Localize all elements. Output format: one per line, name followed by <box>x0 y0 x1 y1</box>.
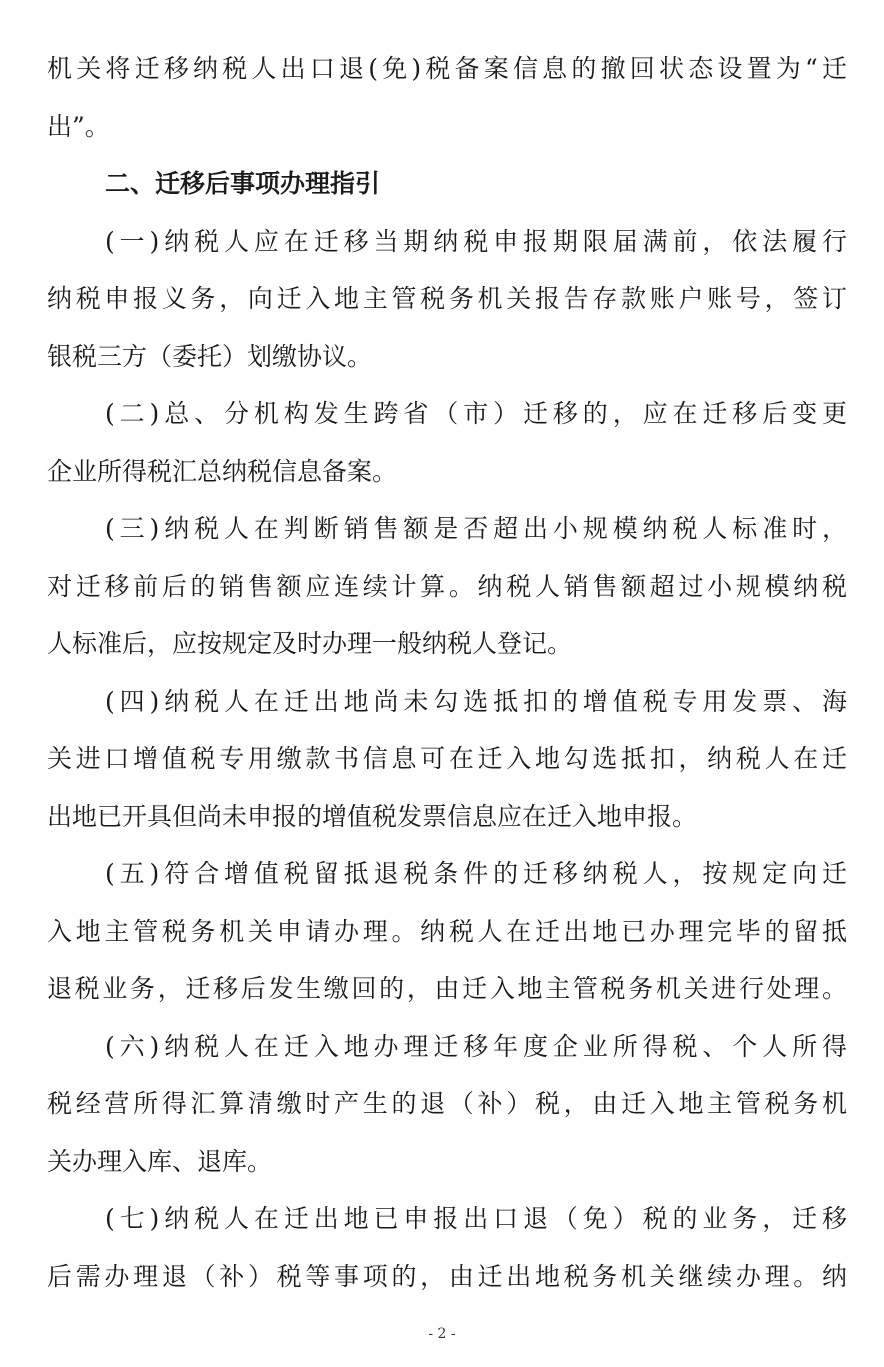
paragraph-4-line: 出地已开具但尚未申报的增值税发票信息应在迁入地申报。 <box>47 801 698 831</box>
text-line: 出”。 <box>47 111 110 141</box>
paragraph-5-line: 退税业务，迁移后发生缴回的，由迁入地主管税务机关进行处理。 <box>47 974 847 1003</box>
paragraph-6-line: 税经营所得汇算清缴时产生的退（补）税，由迁入地主管税务机 <box>47 1089 847 1118</box>
paragraph-1-line: 银税三方（委托）划缴协议。 <box>47 341 373 371</box>
paragraph-1-line: 纳税申报义务，向迁入地主管税务机关报告存款账户账号，签订 <box>47 284 847 313</box>
paragraph-6-line: (六)纳税人在迁入地办理迁移年度企业所得税、个人所得 <box>105 1031 847 1061</box>
paragraph-4-line: (四)纳税人在迁出地尚未勾选抵扣的增值税专用发票、海 <box>105 686 847 716</box>
paragraph-7-line: (七)纳税人在迁出地已申报出口退（免）税的业务，迁移 <box>105 1204 847 1233</box>
section-heading: 二、迁移后事项办理指引 <box>105 169 381 198</box>
paragraph-4-line: 关进口增值税专用缴款书信息可在迁入地勾选抵扣，纳税人在迁 <box>47 744 847 773</box>
paragraph-6-line: 关办理入库、退库。 <box>47 1146 273 1176</box>
paragraph-5-line: (五)符合增值税留抵退税条件的迁移纳税人，按规定向迁 <box>105 859 847 888</box>
paragraph-1-line: (一)纳税人应在迁移当期纳税申报期限届满前，依法履行 <box>105 226 847 256</box>
paragraph-5-line: 入地主管税务机关申请办理。纳税人在迁出地已办理完毕的留抵 <box>47 916 847 946</box>
document-body <box>47 40 847 1305</box>
paragraph-7-line: 后需办理退（补）税等事项的，由迁出地税务机关继续办理。纳 <box>47 1261 847 1291</box>
paragraph-2-line: (二)总、分机构发生跨省（市）迁移的，应在迁移后变更 <box>105 399 847 428</box>
paragraph-2-line: 企业所得税汇总纳税信息备案。 <box>47 456 398 486</box>
paragraph-3-line: 对迁移前后的销售额应连续计算。纳税人销售额超过小规模纳税 <box>47 571 847 601</box>
paragraph-3-line: (三)纳税人在判断销售额是否超出小规模纳税人标准时， <box>105 514 847 543</box>
text-line: 机关将迁移纳税人出口退(免)税备案信息的撤回状态设置为“迁 <box>47 54 847 83</box>
paragraph-3-line: 人标准后，应按规定及时办理一般纳税人登记。 <box>47 629 573 658</box>
page-number: - 2 - <box>428 1326 456 1342</box>
